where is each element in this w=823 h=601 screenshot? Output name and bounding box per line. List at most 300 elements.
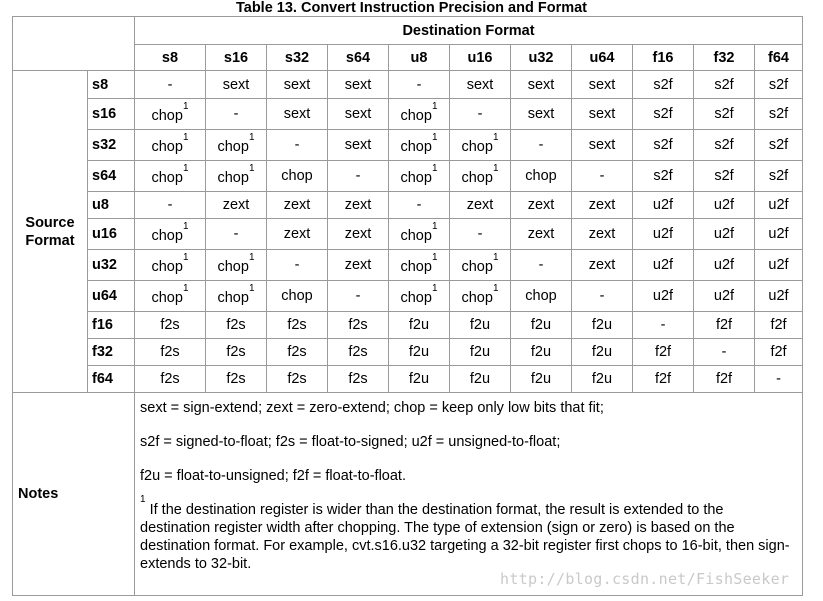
table-cell <box>328 339 389 366</box>
cell-value: f2s <box>160 317 180 333</box>
cell-value: u2f <box>768 257 789 273</box>
table-cell <box>572 192 633 219</box>
table-cell <box>206 312 267 339</box>
cell-value: sext <box>283 106 311 122</box>
cell-value: s2f <box>653 76 673 93</box>
table-row <box>13 192 803 219</box>
cell-value: - <box>233 226 239 242</box>
cell-value: s2f <box>768 76 789 93</box>
cell-value: - <box>294 257 300 273</box>
table-cell <box>633 130 694 161</box>
cell-value: f2u <box>469 344 491 360</box>
table-row <box>13 366 803 393</box>
table-cell <box>389 71 450 99</box>
cell-value: zext <box>588 257 616 273</box>
table-cell <box>633 219 694 250</box>
cell-value: - <box>167 76 173 93</box>
table-cell <box>511 161 572 192</box>
cell-value: f2u <box>408 317 430 333</box>
table-cell <box>389 339 450 366</box>
cell-value: f2s <box>226 344 246 360</box>
table-cell <box>135 161 206 192</box>
cell-value: f2f <box>715 317 733 333</box>
column-header-s32: s32 <box>267 45 328 71</box>
table-cell <box>755 339 803 366</box>
table-cell <box>389 281 450 312</box>
table-cell <box>694 219 755 250</box>
cell-value: s2f <box>714 106 734 122</box>
row-header-s16: s16 <box>88 99 135 130</box>
footnote-marker: 1 <box>140 494 146 505</box>
cell-value: f2u <box>408 344 430 360</box>
footnote-ref: 1 <box>182 132 189 143</box>
table-row <box>13 71 803 99</box>
cell-value: - <box>355 168 361 184</box>
row-header-f64: f64 <box>88 366 135 393</box>
cell-value: chop$^1$ <box>151 132 189 155</box>
footnote-ref: 1 <box>248 252 255 263</box>
table-cell <box>511 250 572 281</box>
table-cell <box>267 250 328 281</box>
table-cell <box>633 312 694 339</box>
table-cell <box>267 339 328 366</box>
cell-value: chop$^1$ <box>151 163 189 186</box>
cell-value: zext <box>344 226 372 242</box>
cell-value: f2f <box>715 371 733 387</box>
cell-value: - <box>416 197 422 213</box>
column-header-u16: u16 <box>450 45 511 71</box>
column-header-f64: f64 <box>755 45 803 71</box>
footnote <box>140 494 794 573</box>
column-header-s64: s64 <box>328 45 389 71</box>
row-header-s8: s8 <box>88 71 135 99</box>
table-cell <box>511 130 572 161</box>
cell-value: f2u <box>469 371 491 387</box>
cell-value: - <box>416 76 422 93</box>
table-cell <box>389 219 450 250</box>
cell-value: u2f <box>768 288 789 304</box>
cell-value: sext <box>588 137 616 153</box>
cell-value: f2u <box>530 344 552 360</box>
table-cell <box>328 366 389 393</box>
table-cell <box>694 71 755 99</box>
table-cell <box>267 161 328 192</box>
table-cell <box>206 161 267 192</box>
note-line: f2u = float-to-unsigned; f2f = float-to-float. <box>140 468 406 484</box>
cell-value: f2u <box>408 371 430 387</box>
table-cell <box>694 312 755 339</box>
table-cell <box>755 366 803 393</box>
row-header-f16: f16 <box>88 312 135 339</box>
table-cell <box>267 99 328 130</box>
cell-value: - <box>776 371 781 387</box>
cell-value: chop <box>281 288 313 304</box>
table-cell <box>450 161 511 192</box>
destination-format-header: Destination Format <box>135 17 803 45</box>
footnote-ref: 1 <box>492 252 499 263</box>
cell-value: chop$^1$ <box>217 283 255 306</box>
table-cell <box>755 312 803 339</box>
cell-value: chop$^1$ <box>217 132 255 155</box>
table-cell <box>206 71 267 99</box>
table-row <box>13 219 803 250</box>
row-header-u16: u16 <box>88 219 135 250</box>
cell-value: zext <box>222 197 250 213</box>
note-line: s2f = signed-to-float; f2s = float-to-signed; u2f = unsigned-to-float; <box>140 434 561 450</box>
table-cell <box>267 192 328 219</box>
column-header-f32: f32 <box>694 45 755 71</box>
cell-value: chop$^1$ <box>400 252 438 275</box>
table-cell <box>450 339 511 366</box>
cell-value: u2f <box>713 197 735 213</box>
table-cell <box>633 192 694 219</box>
cell-value: u2f <box>768 197 789 213</box>
table-cell <box>389 99 450 130</box>
cell-value: zext <box>344 257 372 273</box>
table-cell <box>135 312 206 339</box>
cell-value: chop$^1$ <box>151 283 189 306</box>
table-caption: Table 13. Convert Instruction Precision and Format <box>235 0 588 16</box>
cell-value: f2u <box>591 344 613 360</box>
cell-value: f2f <box>770 317 787 333</box>
cell-value: chop$^1$ <box>461 163 499 186</box>
table-cell <box>206 339 267 366</box>
cell-value: sext <box>527 106 555 122</box>
convert-precision-table <box>12 16 803 596</box>
cell-value: zext <box>283 197 311 213</box>
cell-value: chop$^1$ <box>151 221 189 244</box>
table-cell <box>572 250 633 281</box>
cell-value: chop <box>525 168 557 184</box>
cell-value: sext <box>344 76 372 93</box>
table-row <box>13 281 803 312</box>
row-header-u64: u64 <box>88 281 135 312</box>
table-cell <box>389 130 450 161</box>
cell-value: f2s <box>287 371 307 387</box>
cell-value: sext <box>588 106 616 122</box>
column-header-u64: u64 <box>572 45 633 71</box>
cell-value: s2f <box>653 137 673 153</box>
table-cell <box>694 250 755 281</box>
table-cell <box>450 281 511 312</box>
footnote-ref: 1 <box>431 132 438 143</box>
cell-value: chop$^1$ <box>461 252 499 275</box>
table-cell <box>755 192 803 219</box>
row-header-u8: u8 <box>88 192 135 219</box>
table-cell <box>511 71 572 99</box>
table-cell <box>511 281 572 312</box>
notes-row <box>13 393 803 596</box>
table-cell <box>389 161 450 192</box>
cell-value: zext <box>466 197 494 213</box>
cell-value: f2u <box>591 371 613 387</box>
cell-value: sext <box>222 76 250 93</box>
cell-value: - <box>477 226 483 242</box>
notes-content <box>135 393 803 596</box>
cell-value: f2s <box>348 371 368 387</box>
table-cell <box>633 281 694 312</box>
footnote-ref: 1 <box>182 221 189 232</box>
cell-value: u2f <box>713 226 735 242</box>
table-cell <box>267 130 328 161</box>
table-cell <box>572 281 633 312</box>
table-cell <box>135 250 206 281</box>
cell-value: f2f <box>770 344 787 360</box>
footnote-ref: 1 <box>182 283 189 294</box>
cell-value: zext <box>283 226 311 242</box>
table-cell <box>755 281 803 312</box>
cell-value: u2f <box>652 288 674 304</box>
table-cell <box>328 281 389 312</box>
cell-value: - <box>233 106 239 122</box>
cell-value: f2s <box>226 371 246 387</box>
table-cell <box>755 99 803 130</box>
footnote-ref: 1 <box>431 283 438 294</box>
table-cell <box>450 366 511 393</box>
cell-value: f2s <box>287 317 307 333</box>
table-cell <box>511 219 572 250</box>
cell-value: f2s <box>287 344 307 360</box>
cell-value: chop$^1$ <box>400 221 438 244</box>
cell-value: s2f <box>768 106 789 122</box>
cell-value: f2s <box>226 317 246 333</box>
footnote-ref: 1 <box>431 163 438 174</box>
table-row <box>13 161 803 192</box>
table-cell <box>206 130 267 161</box>
cell-value: zext <box>344 197 372 213</box>
table-cell <box>572 99 633 130</box>
footnote-ref: 1 <box>492 283 499 294</box>
cell-value: - <box>599 168 605 184</box>
cell-value: s2f <box>768 168 789 184</box>
cell-value: zext <box>588 197 616 213</box>
table-cell <box>328 130 389 161</box>
footnote-ref: 1 <box>248 163 255 174</box>
table-cell <box>633 250 694 281</box>
row-header-s64: s64 <box>88 161 135 192</box>
cell-value: f2f <box>654 371 672 387</box>
footnote-ref: 1 <box>431 252 438 263</box>
row-header-u32: u32 <box>88 250 135 281</box>
cell-value: s2f <box>653 168 673 184</box>
cell-value: f2f <box>654 344 672 360</box>
table-cell <box>328 250 389 281</box>
footnote-ref: 1 <box>182 252 189 263</box>
table-cell <box>135 192 206 219</box>
cell-value: chop$^1$ <box>461 132 499 155</box>
cell-value: s2f <box>768 137 789 153</box>
table-cell <box>135 281 206 312</box>
cell-value: zext <box>527 197 555 213</box>
table-cell <box>135 99 206 130</box>
table-cell <box>206 99 267 130</box>
cell-value: s2f <box>653 106 673 122</box>
cell-value: u2f <box>652 257 674 273</box>
table-cell <box>633 71 694 99</box>
cell-value: chop$^1$ <box>217 163 255 186</box>
column-header-s8: s8 <box>135 45 206 71</box>
table-cell <box>206 250 267 281</box>
cell-value: chop <box>525 288 557 304</box>
cell-value: sext <box>344 106 372 122</box>
footnote-ref: 1 <box>182 163 189 174</box>
table-cell <box>328 161 389 192</box>
cell-value: f2s <box>348 344 368 360</box>
cell-value: - <box>721 344 727 360</box>
table-cell <box>572 339 633 366</box>
table-cell <box>206 219 267 250</box>
row-header-f32: f32 <box>88 339 135 366</box>
table-cell <box>450 130 511 161</box>
cell-value: u2f <box>652 197 674 213</box>
table-cell <box>206 366 267 393</box>
table-cell <box>328 192 389 219</box>
table-cell <box>206 281 267 312</box>
cell-value: f2u <box>469 317 491 333</box>
table-cell <box>572 71 633 99</box>
table-cell <box>755 71 803 99</box>
table-cell <box>755 161 803 192</box>
table-row <box>13 339 803 366</box>
table-cell <box>633 161 694 192</box>
table-cell <box>267 281 328 312</box>
footnote-ref: 1 <box>182 101 189 112</box>
table-cell <box>135 130 206 161</box>
table-cell <box>450 99 511 130</box>
cell-value: sext <box>344 137 372 153</box>
table-cell <box>572 312 633 339</box>
table-cell <box>328 99 389 130</box>
table-cell <box>450 250 511 281</box>
cell-value: - <box>294 137 300 153</box>
table-cell <box>511 312 572 339</box>
table-cell <box>511 339 572 366</box>
table-cell <box>328 71 389 99</box>
cell-value: s2f <box>714 168 734 184</box>
table-cell <box>389 366 450 393</box>
table-cell <box>694 161 755 192</box>
cell-value: zext <box>527 226 555 242</box>
table-row <box>13 130 803 161</box>
footnote-text: If the destination register is wider than the destination format, the result is extended to the destination register width after chopping. The type of extension (sign or zero) is based on the destination format. For example, cvt.s16.u32 targeting a 32-bit register first chops to 16-bit, then sign-extends to 32-bit. <box>140 502 790 572</box>
table-cell <box>572 161 633 192</box>
table-cell <box>511 99 572 130</box>
column-header-u8: u8 <box>389 45 450 71</box>
table-cell <box>511 192 572 219</box>
notes-label: Notes <box>13 393 135 596</box>
cell-value: f2u <box>591 317 613 333</box>
source-format-label <box>13 71 88 393</box>
cell-value: - <box>538 137 544 153</box>
table-cell <box>389 192 450 219</box>
table-cell <box>694 281 755 312</box>
source-format-label-line: Source <box>25 214 75 231</box>
cell-value: f2s <box>160 344 180 360</box>
cell-value: - <box>538 257 544 273</box>
table-cell <box>389 250 450 281</box>
cell-value: chop$^1$ <box>400 132 438 155</box>
table-cell <box>267 71 328 99</box>
cell-value: chop$^1$ <box>400 101 438 124</box>
cell-value: - <box>167 197 173 213</box>
table-cell <box>450 71 511 99</box>
cell-value: u2f <box>652 226 674 242</box>
cell-value: f2u <box>530 371 552 387</box>
cell-value: s2f <box>714 76 734 93</box>
cell-value: chop$^1$ <box>400 283 438 306</box>
table-cell <box>328 312 389 339</box>
table-cell <box>755 219 803 250</box>
table-cell <box>267 366 328 393</box>
table-cell <box>694 366 755 393</box>
table-cell <box>572 130 633 161</box>
cell-value: chop$^1$ <box>151 101 189 124</box>
table-cell <box>206 192 267 219</box>
cell-value: - <box>477 106 483 122</box>
table-cell <box>694 192 755 219</box>
cell-value: chop$^1$ <box>461 283 499 306</box>
table-cell <box>755 130 803 161</box>
cell-value: zext <box>588 226 616 242</box>
table-cell <box>633 366 694 393</box>
footnote-ref: 1 <box>431 221 438 232</box>
table-cell <box>694 339 755 366</box>
table-cell <box>572 366 633 393</box>
cell-value: - <box>355 288 361 304</box>
cell-value: - <box>599 288 605 304</box>
table-row <box>13 250 803 281</box>
table-cell <box>633 339 694 366</box>
row-header-s32: s32 <box>88 130 135 161</box>
table-cell <box>694 99 755 130</box>
watermark: http://blog.csdn.net/FishSeeker <box>500 570 790 588</box>
cell-value: - <box>660 317 666 333</box>
cell-value: chop$^1$ <box>400 163 438 186</box>
cell-value: sext <box>527 76 555 93</box>
cell-value: chop$^1$ <box>217 252 255 275</box>
table-row <box>13 312 803 339</box>
column-header-s16: s16 <box>206 45 267 71</box>
table-cell <box>135 71 206 99</box>
footnote-ref: 1 <box>248 132 255 143</box>
footnote-ref: 1 <box>492 132 499 143</box>
corner-cell <box>13 17 135 71</box>
cell-value: f2u <box>530 317 552 333</box>
column-header-f16: f16 <box>633 45 694 71</box>
cell-value: u2f <box>768 226 789 242</box>
footnote-ref: 1 <box>248 283 255 294</box>
column-header-u32: u32 <box>511 45 572 71</box>
table-cell <box>450 219 511 250</box>
footnote-ref: 1 <box>492 163 499 174</box>
table-cell <box>267 219 328 250</box>
cell-value: sext <box>283 76 311 93</box>
cell-value: s2f <box>714 137 734 153</box>
table-cell <box>511 366 572 393</box>
source-format-label-line: Format <box>25 232 75 249</box>
cell-value: chop$^1$ <box>151 252 189 275</box>
table-cell <box>135 366 206 393</box>
table-row <box>13 99 803 130</box>
cell-value: chop <box>281 168 313 184</box>
table-cell <box>389 312 450 339</box>
table-cell <box>755 250 803 281</box>
note-line: sext = sign-extend; zext = zero-extend; chop = keep only low bits that fit; <box>140 400 604 416</box>
footnote-ref: 1 <box>431 101 438 112</box>
cell-value: u2f <box>713 288 735 304</box>
table-cell <box>135 219 206 250</box>
cell-value: sext <box>588 76 616 93</box>
